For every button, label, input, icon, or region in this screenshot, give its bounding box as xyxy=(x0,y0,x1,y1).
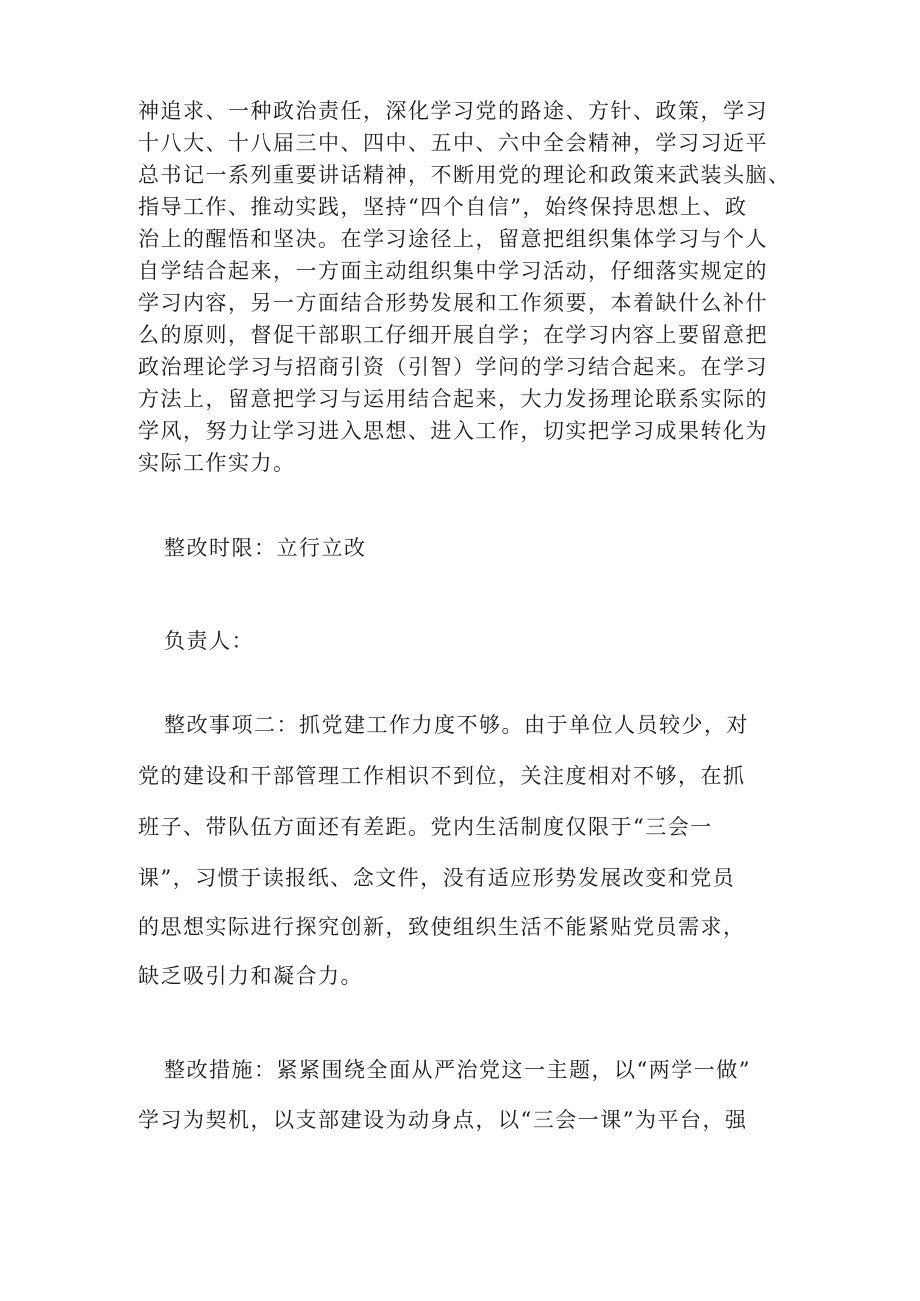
text-line: 实际工作实力。 xyxy=(138,451,296,475)
text-line: 整改事项二：抓党建工作力度不够。由于单位人员较少，对 xyxy=(164,713,749,737)
text-line: 学习内容，另一方面结合形势发展和工作须要，本着缺什么补什 xyxy=(138,291,768,315)
text-line: 治上的醒悟和坚决。在学习途径上，留意把组织集体学习与个人 xyxy=(138,227,768,251)
text-line: 学习为契机，以支部建设为动身点，以“三会一课”为平台，强 xyxy=(138,1108,748,1132)
deadline-line: 整改时限：立行立改 xyxy=(164,536,367,560)
text-line: 学风，努力让学习进入思想、进入工作，切实把学习成果转化为 xyxy=(138,419,768,443)
text-line: 神追求、一种政治责任，深化学习党的路途、方针、政策，学习 xyxy=(138,99,768,123)
text-line: 缺乏吸引力和凝合力。 xyxy=(138,964,363,988)
text-line: 方法上，留意把学习与运用结合起来，大力发扬理论联系实际的 xyxy=(138,387,768,411)
responsible-line: 负责人： xyxy=(164,629,254,653)
text-line: 党的建设和干部管理工作相识不到位，关注度相对不够，在抓 xyxy=(138,764,746,788)
text-line: 十八大、十八届三中、四中、五中、六中全会精神，学习习近平 xyxy=(138,131,768,155)
text-line: 班子、带队伍方面还有差距。党内生活制度仅限于“三会一 xyxy=(138,815,713,839)
text-line: 的思想实际进行探究创新，致使组织生活不能紧贴党员需求， xyxy=(138,915,746,939)
text-line: 总书记一系列重要讲话精神，不断用党的理论和政策来武装头脑、 xyxy=(138,163,791,187)
text-line: 么的原则，督促干部职工仔细开展自学；在学习内容上要留意把 xyxy=(138,323,768,347)
text-line: 整改措施：紧紧围绕全面从严治党这一主题，以“两学一做” xyxy=(164,1058,751,1082)
text-line: 课”，习惯于读报纸、念文件，没有适应形势发展改变和党员 xyxy=(138,866,736,890)
text-line: 自学结合起来，一方面主动组织集中学习活动，仔细落实规定的 xyxy=(138,259,768,283)
text-line: 政治理论学习与招商引资（引智）学问的学习结合起来。在学习 xyxy=(138,355,768,379)
text-line: 指导工作、推动实践，坚持“四个自信”，始终保持思想上、政 xyxy=(138,195,748,219)
